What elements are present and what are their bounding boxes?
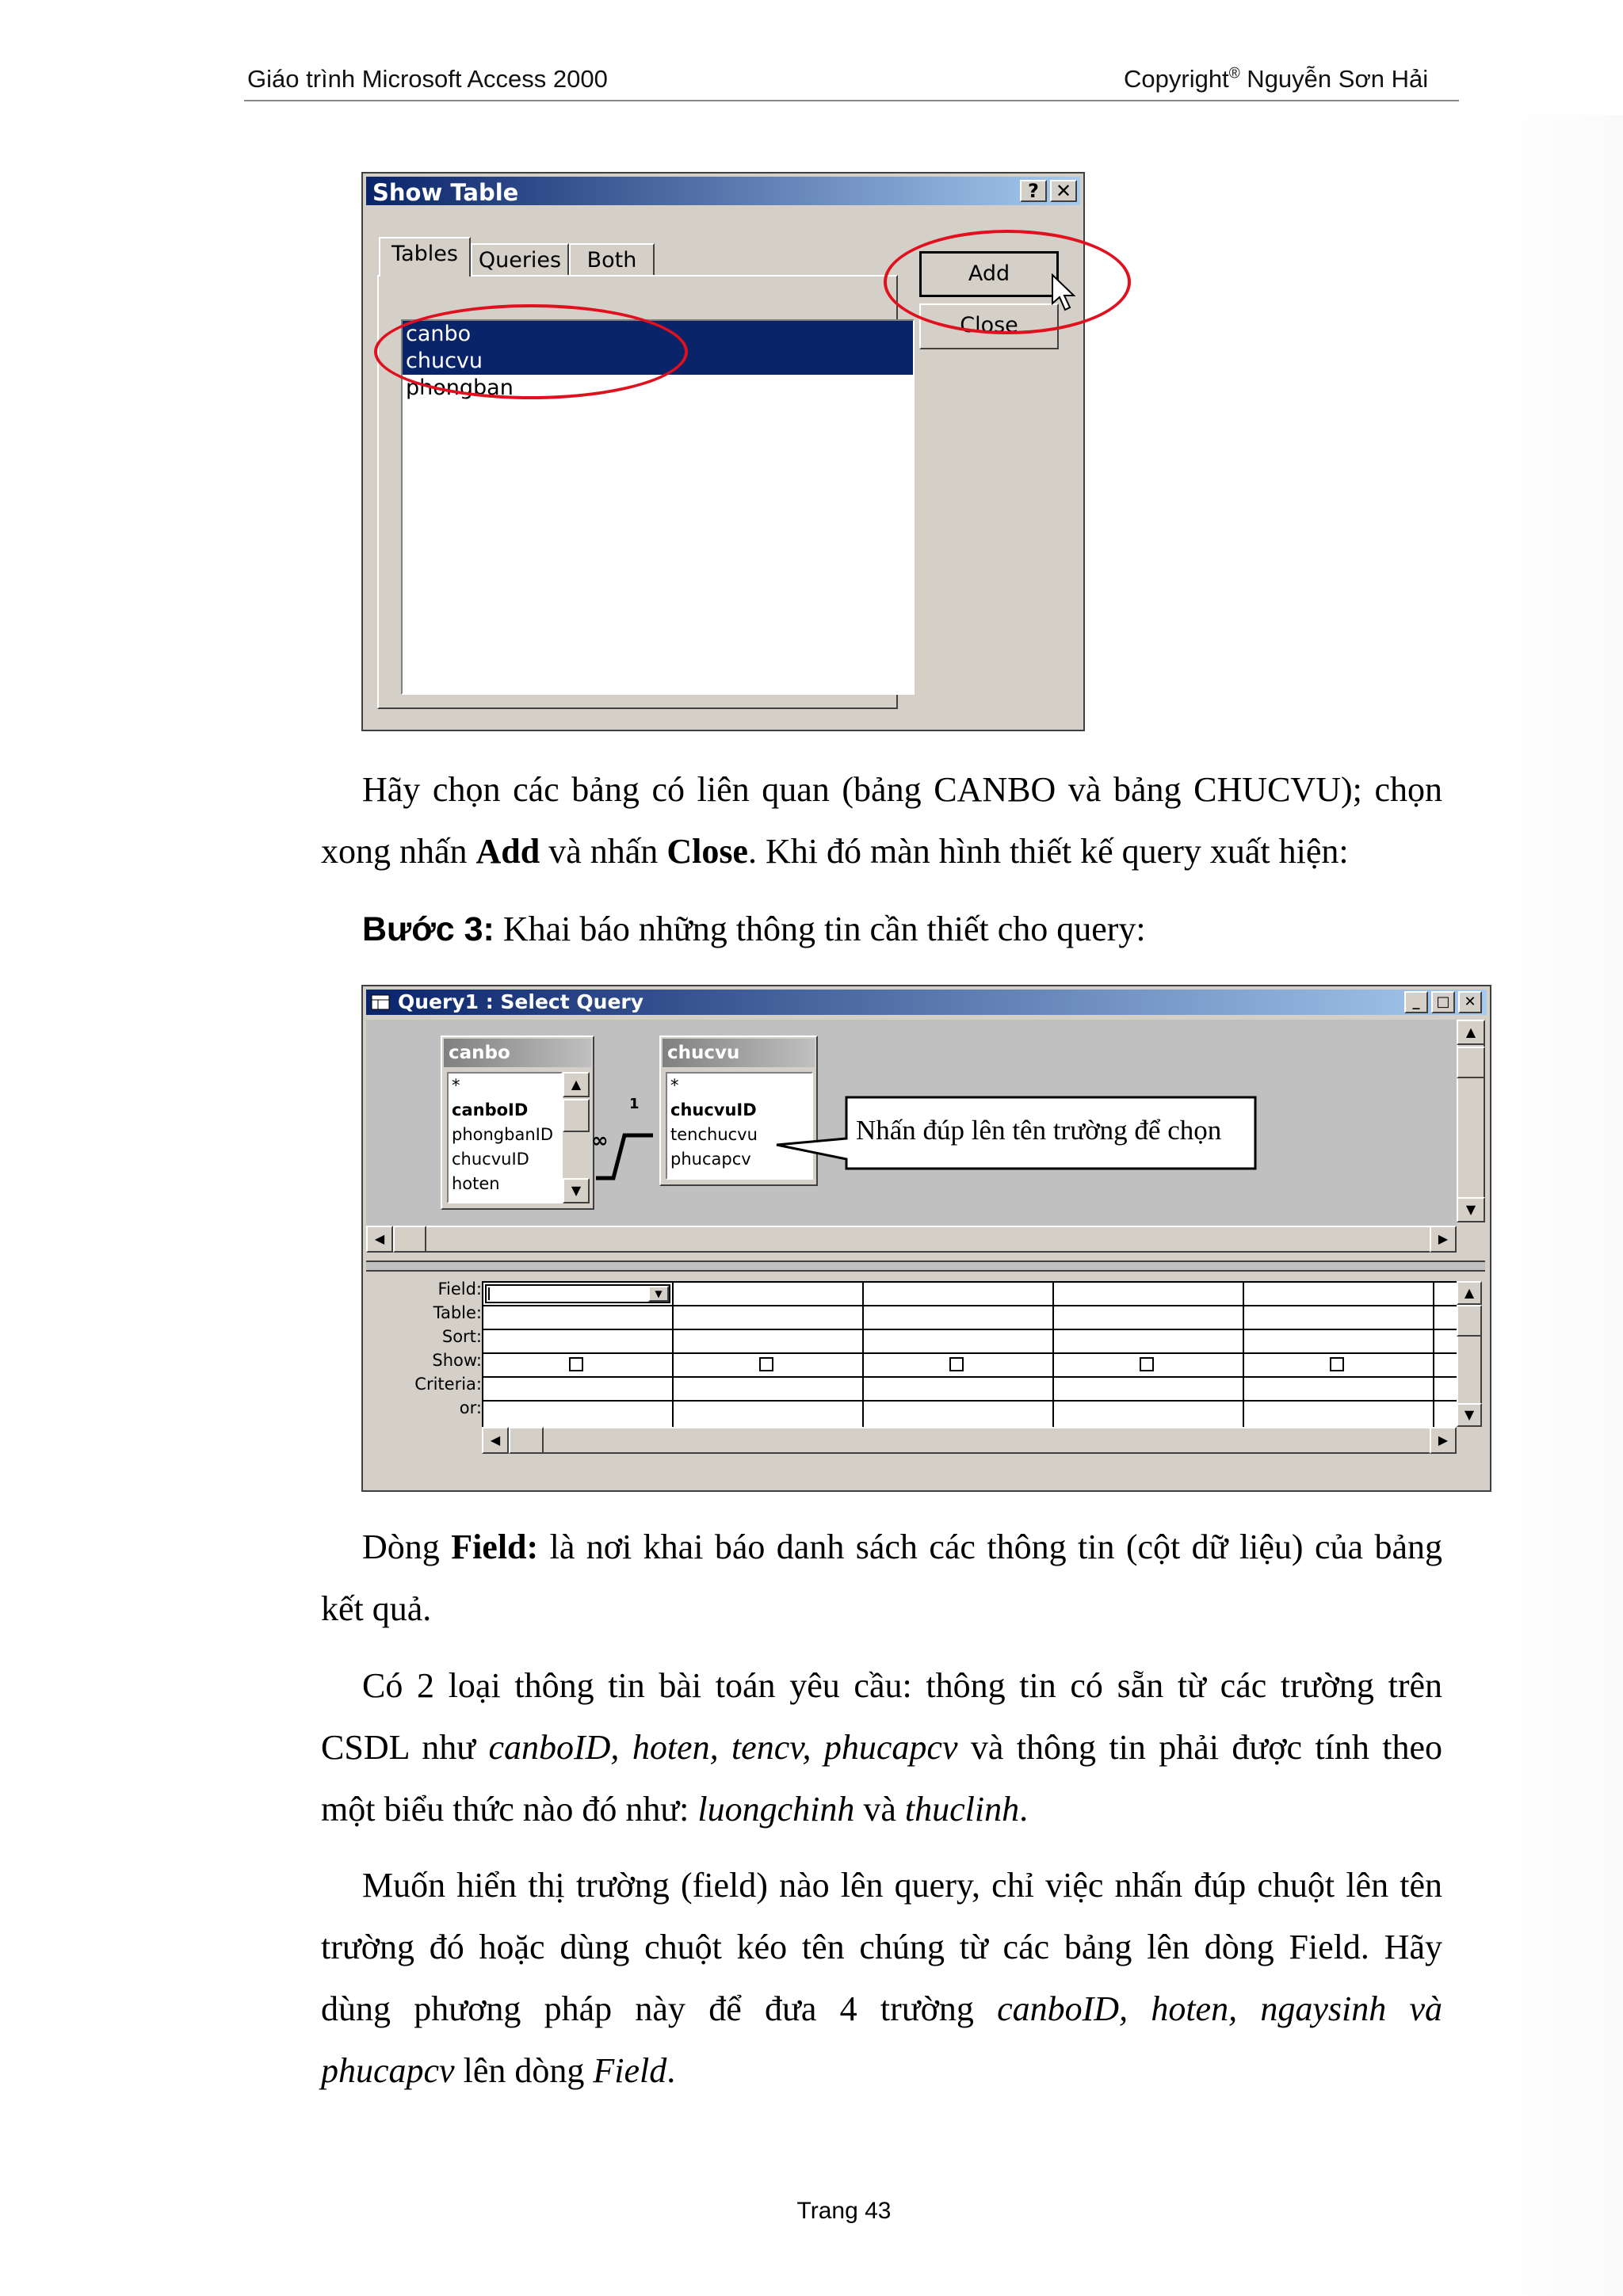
para4-field: Field	[593, 2051, 667, 2090]
maximize-icon[interactable]: □	[1431, 991, 1455, 1013]
paragraph-select-tables	[321, 759, 1442, 883]
grid-row-divider	[483, 1305, 1457, 1306]
para4-line1: Muốn hiển thị trường (field) nào lên query, chỉ việc nhấn đúp chuột lên tên	[362, 1866, 1442, 1905]
registered-mark: ®	[1228, 65, 1240, 82]
list-item[interactable]: canbo	[403, 321, 913, 348]
row-label: Field:	[437, 1280, 482, 1299]
dialog-title: Show Table	[372, 179, 519, 206]
scroll-right-arrow[interactable]: ▶	[1430, 1226, 1457, 1253]
field-item[interactable]: *	[452, 1076, 460, 1095]
row-label: Table:	[433, 1303, 482, 1322]
field-item[interactable]: tenchucvu	[670, 1125, 758, 1144]
field-combo[interactable]	[485, 1284, 670, 1303]
para2-field: Field:	[451, 1527, 539, 1566]
para3-fields: canboID, hoten, tencv, phucapcv	[488, 1728, 958, 1767]
relationship-one-label: 1	[629, 1096, 640, 1112]
close-icon[interactable]: ✕	[1050, 180, 1077, 202]
grid-row-divider	[483, 1376, 1457, 1378]
scroll-left-arrow[interactable]: ◀	[366, 1226, 393, 1253]
scroll-down-arrow[interactable]: ▼	[1457, 1403, 1482, 1427]
para3-line1: Có 2 loại thông tin bài toán yêu cầu: thông tin có sẵn từ các trường trên	[362, 1666, 1442, 1705]
show-checkbox[interactable]	[949, 1357, 964, 1371]
header-title: Giáo trình Microsoft Access 2000	[247, 65, 608, 93]
scroll-up-arrow[interactable]: ▲	[1457, 1281, 1482, 1305]
paragraph-add-fields	[321, 1855, 1442, 2102]
step-text: Khai báo những thông tin cần thiết cho query:	[494, 910, 1146, 948]
list-item[interactable]: phongban	[406, 376, 514, 400]
page-number: Trang 43	[796, 2198, 892, 2224]
query-title: Query1 : Select Query	[398, 990, 644, 1013]
add-button[interactable]: Add	[919, 251, 1059, 297]
para1-text: và nhấn	[540, 832, 667, 871]
close-button[interactable]: Close	[919, 303, 1059, 349]
tab-queries[interactable]: Queries	[471, 243, 569, 277]
chevron-down-icon[interactable]: ▼	[648, 1286, 669, 1302]
field-item[interactable]: chucvuID	[670, 1100, 757, 1119]
row-label: Show:	[432, 1351, 482, 1370]
para4-fields: canboID, hoten, ngaysinh và	[997, 1989, 1442, 2028]
query-design-window	[361, 985, 1491, 1492]
highlight-circle-tables	[374, 304, 688, 399]
paragraph-info-types	[321, 1655, 1442, 1840]
para4-text: .	[666, 2051, 676, 2090]
page-shading	[1482, 115, 1623, 2296]
para4-text: lên dòng	[454, 2051, 594, 2090]
field-list-title: chucvu	[663, 1039, 815, 1067]
pane-splitter[interactable]	[366, 1261, 1485, 1272]
scroll-down-arrow[interactable]: ▼	[1457, 1197, 1485, 1222]
highlight-circle-add	[884, 230, 1131, 334]
para3-text: và	[854, 1790, 905, 1829]
row-label: or:	[459, 1398, 482, 1417]
header-copyright	[1124, 65, 1428, 93]
grid-row-divider	[483, 1400, 1457, 1402]
para1-text: . Khi đó màn hình thiết kế query xuất hiện:	[747, 832, 1349, 871]
scroll-thumb[interactable]	[509, 1427, 544, 1454]
para2-text: Dòng	[362, 1527, 452, 1566]
row-label-column	[366, 1280, 482, 1438]
relationship-many-label: ∞	[591, 1129, 609, 1153]
window-close-icon[interactable]: ✕	[1458, 991, 1482, 1013]
para4-text: dùng phương pháp này để đưa 4 trường	[321, 1989, 998, 2028]
row-label: Criteria:	[414, 1375, 482, 1394]
para1-text: xong nhấn	[321, 832, 476, 871]
scroll-thumb[interactable]	[563, 1099, 590, 1132]
grid-row-divider	[483, 1352, 1457, 1354]
field-item[interactable]: chucvuID	[452, 1150, 529, 1169]
scroll-left-arrow[interactable]: ◀	[482, 1427, 509, 1454]
table-pane-hscroll[interactable]	[366, 1226, 1457, 1253]
tab-tables[interactable]: Tables	[379, 237, 471, 277]
para1-line1: Hãy chọn các bảng có liên quan (bảng CANBO và bảng CHUCVU); chọn	[362, 770, 1442, 809]
list-item[interactable]: chucvu	[403, 348, 913, 375]
para3-luongchinh: luongchinh	[697, 1790, 855, 1829]
para3-text: một biểu thức nào đó như:	[321, 1790, 698, 1829]
show-checkbox[interactable]	[569, 1357, 583, 1371]
scroll-thumb[interactable]	[1457, 1047, 1485, 1078]
field-list-body	[447, 1072, 563, 1203]
header-divider	[244, 100, 1459, 101]
row-label: Sort:	[441, 1327, 482, 1346]
paragraph-field-row	[321, 1516, 1442, 1640]
field-item[interactable]: phongbanID	[452, 1125, 553, 1144]
query-grid[interactable]	[482, 1281, 1457, 1427]
scroll-thumb[interactable]	[1457, 1305, 1482, 1337]
show-checkbox[interactable]	[1140, 1357, 1154, 1371]
callout-text: Nhấn đúp lên tên trường để chọn	[856, 1115, 1222, 1146]
tab-both[interactable]: Both	[569, 243, 655, 277]
author-name: Nguyễn Sơn Hải	[1239, 65, 1429, 93]
scroll-right-arrow[interactable]: ▶	[1430, 1427, 1457, 1454]
para3-text: .	[1019, 1790, 1029, 1829]
para1-close: Close	[666, 832, 748, 871]
field-item[interactable]: canboID	[452, 1100, 529, 1119]
step-heading	[362, 898, 1484, 960]
step-label: Bước 3:	[362, 910, 495, 948]
grid-row-divider	[483, 1329, 1457, 1330]
para3-text: CSDL như	[321, 1728, 489, 1767]
scroll-up-arrow[interactable]: ▲	[1457, 1020, 1485, 1045]
para4-line2: trường đó hoặc dùng chuột kéo tên chúng từ các bảng lên dòng Field. Hãy	[321, 1928, 1442, 1966]
para2-text: là nơi khai báo danh sách các thông tin (cột dữ liệu) của bảng	[538, 1527, 1442, 1566]
field-item[interactable]: *	[670, 1076, 679, 1095]
field-item[interactable]: hoten	[452, 1174, 500, 1193]
para2-line2: kết quả.	[321, 1589, 432, 1628]
query-window-icon	[371, 994, 390, 1010]
scroll-down-arrow[interactable]: ▼	[563, 1178, 590, 1203]
show-checkbox[interactable]	[1330, 1357, 1344, 1371]
scroll-up-arrow[interactable]: ▲	[563, 1072, 590, 1097]
para4-phucapcv: phucapcv	[321, 2051, 455, 2090]
para1-add: Add	[475, 832, 540, 871]
scroll-thumb[interactable]	[393, 1226, 426, 1253]
minimize-icon[interactable]: _	[1404, 991, 1428, 1013]
text-caret	[488, 1287, 490, 1300]
para3-thuclinh: thuclinh	[904, 1790, 1020, 1829]
field-list-title: canbo	[444, 1039, 591, 1067]
para3-text: và thông tin phải được tính theo	[957, 1728, 1442, 1767]
field-item[interactable]: phucapcv	[670, 1150, 751, 1169]
field-list-canbo[interactable]	[441, 1035, 594, 1210]
query-titlebar	[366, 990, 1487, 1015]
show-checkbox[interactable]	[759, 1357, 773, 1371]
grid-hscroll[interactable]	[482, 1427, 1457, 1454]
dialog-titlebar	[366, 177, 1080, 205]
copyright-label: Copyright	[1124, 65, 1229, 93]
help-icon[interactable]: ?	[1020, 180, 1047, 202]
